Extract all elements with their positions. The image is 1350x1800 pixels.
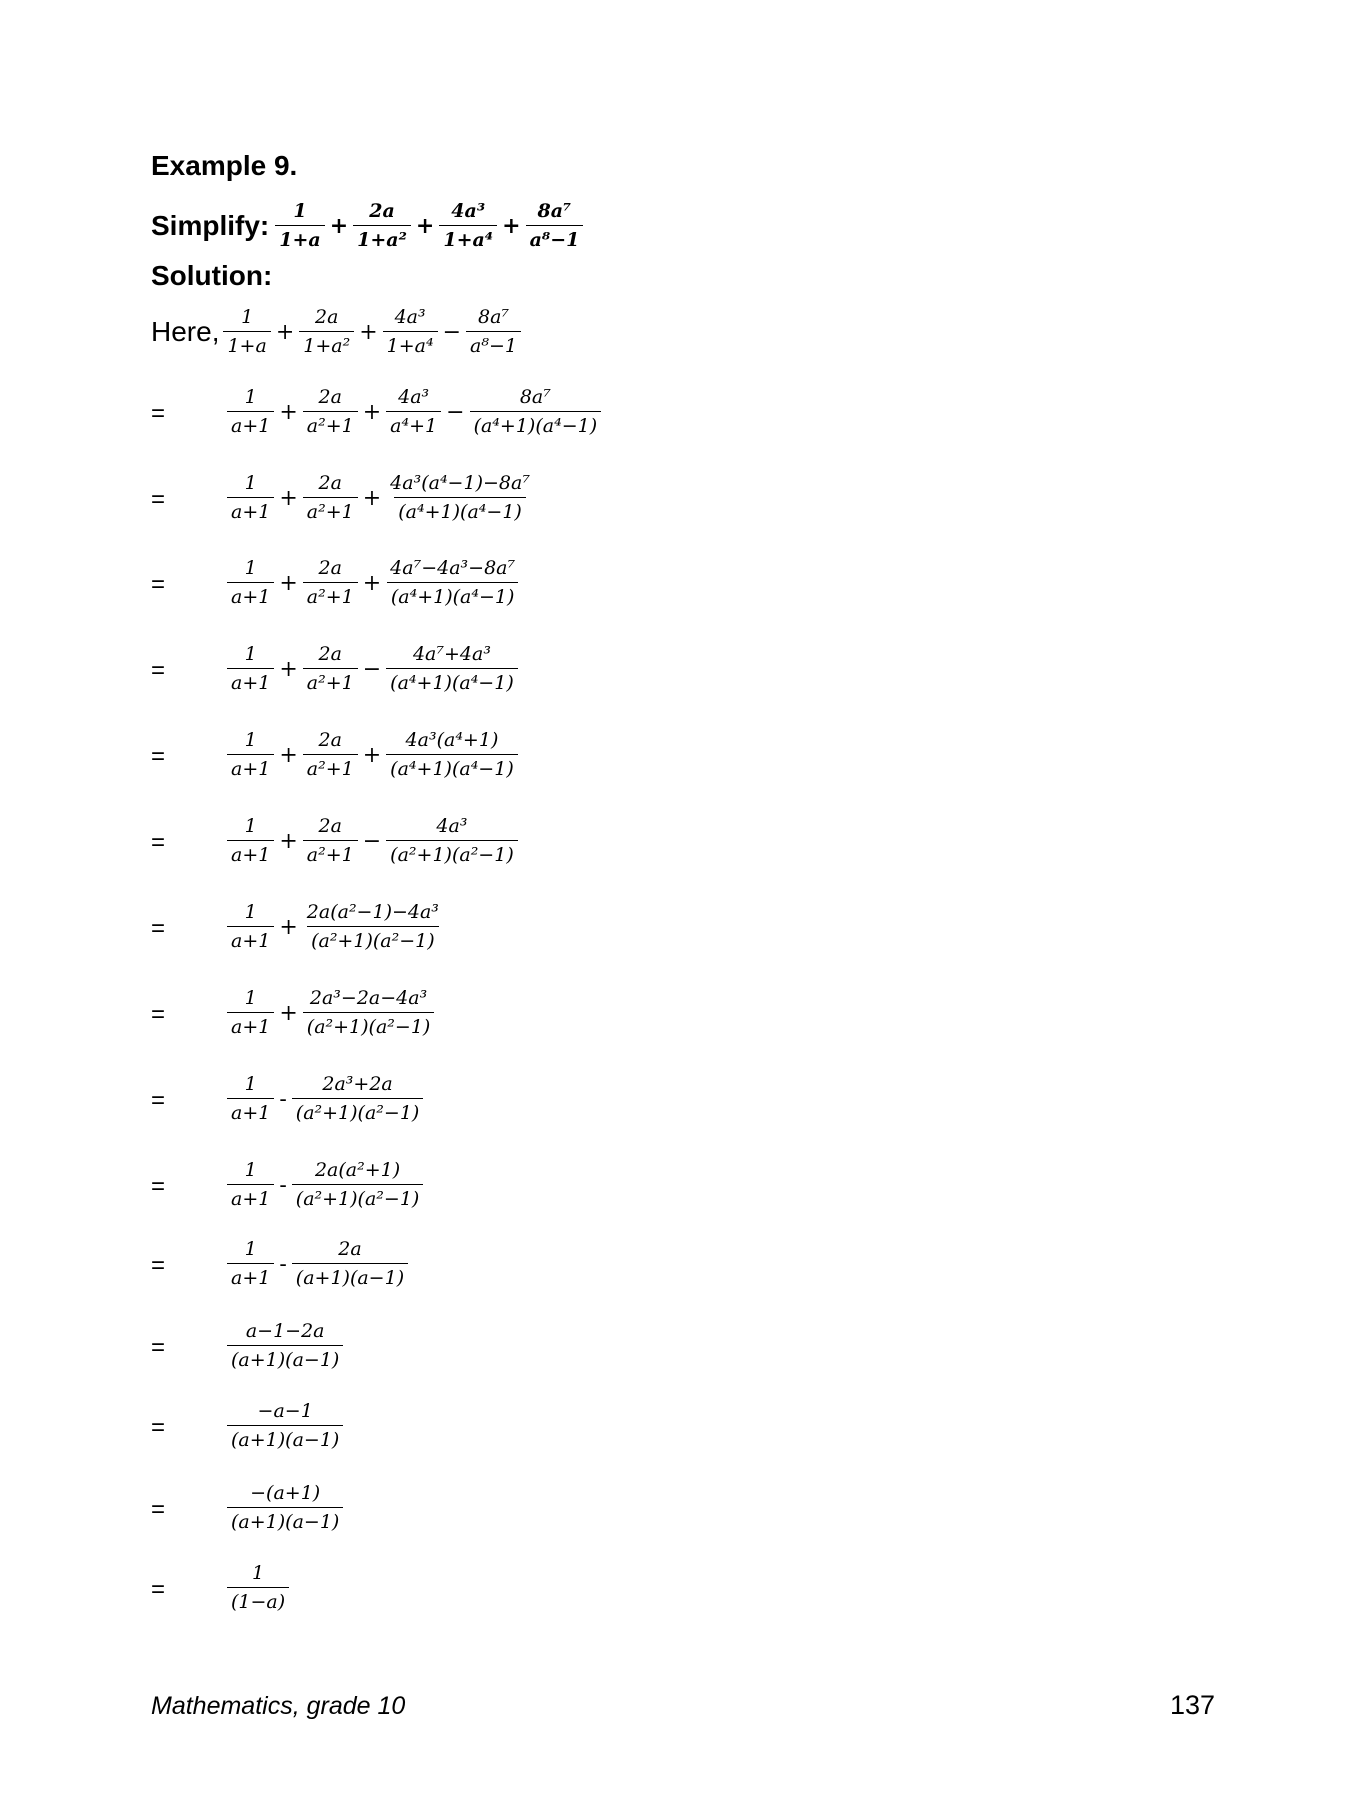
here-expression: [151, 302, 521, 362]
fraction: [303, 645, 358, 693]
denominator: a²+1: [303, 754, 358, 779]
equals-sign: =: [151, 915, 166, 942]
numerator: 4a³(a⁴−1)−8a⁷: [390, 472, 530, 494]
fraction: $\frac{1}{1+a}$: [275, 202, 324, 250]
fraction: [227, 1240, 274, 1288]
operator: +: [362, 570, 382, 596]
denominator: a+1: [227, 1098, 274, 1123]
denominator: (a⁴+1)(a⁴−1): [394, 497, 526, 522]
fraction: $\frac{2a}{\text{1+a²}}$: [299, 308, 354, 356]
step-expression: [227, 468, 534, 528]
denominator: a+1: [227, 1263, 274, 1288]
equals-sign: =: [151, 1173, 166, 1200]
denominator: (a²+1)(a²−1): [303, 1012, 435, 1037]
example-title: Example 9.: [151, 150, 298, 181]
numerator: 1: [244, 472, 257, 494]
solution-step: [151, 983, 851, 1043]
numerator: 2a: [318, 643, 342, 665]
step-expression: [227, 1316, 343, 1376]
operator: +: [279, 399, 298, 425]
operator: +: [362, 485, 382, 511]
fraction: [227, 989, 274, 1037]
solution-step: [151, 1155, 851, 1215]
fraction: [292, 1161, 424, 1209]
fraction: [386, 731, 518, 779]
fraction: [227, 559, 274, 607]
equals-sign: =: [151, 1252, 166, 1279]
denominator: a+1: [227, 582, 274, 607]
denominator: a+1: [227, 497, 274, 522]
fraction: [227, 1402, 343, 1450]
numerator: 2a³−2a−4a³: [309, 987, 428, 1009]
denominator: (a²+1)(a²−1): [292, 1184, 424, 1209]
operator: +: [359, 319, 378, 345]
denominator: (a+1)(a−1): [227, 1507, 343, 1532]
fraction: [227, 1564, 289, 1612]
operator: +: [415, 213, 435, 239]
denominator: (a⁴+1)(a⁴−1): [386, 668, 518, 693]
problem-statement: [151, 196, 583, 256]
denominator: a²+1: [303, 840, 358, 865]
operator: +: [279, 914, 298, 940]
equals-sign: =: [151, 743, 166, 770]
fraction: $\frac{2a}{\text{1+a²}}$: [353, 202, 411, 250]
operator: −: [446, 399, 465, 425]
solution-step: [151, 639, 851, 699]
numerator: 2a: [318, 815, 342, 837]
operator: +: [362, 742, 382, 768]
denominator: a²+1: [303, 411, 358, 436]
operator: +: [279, 570, 298, 596]
numerator: 1: [244, 1238, 257, 1260]
fraction: [227, 1484, 343, 1532]
denominator: a⁴+1: [386, 411, 441, 436]
step-expression: [227, 1069, 423, 1129]
denominator: (a+1)(a−1): [227, 1345, 343, 1370]
fraction: $\frac{\text{4a³}}{\text{1+a⁴}}$: [383, 308, 438, 356]
numerator: 4a³(a⁴+1): [405, 729, 499, 751]
denominator: a²+1: [303, 497, 358, 522]
fraction: $\frac{1}{1+a}$: [223, 308, 270, 356]
numerator: 1: [244, 1073, 257, 1095]
fraction: [303, 559, 358, 607]
solution-step: [151, 1234, 851, 1294]
fraction: [227, 474, 274, 522]
step-expression: [227, 1478, 343, 1538]
solution-step: [151, 382, 851, 442]
denominator: a+1: [227, 668, 274, 693]
equals-sign: =: [151, 1087, 166, 1114]
fraction: $\frac{\text{8a⁷}}{\text{a⁸−1}}$: [526, 202, 584, 250]
solution-step: [151, 468, 851, 528]
denominator: a+1: [227, 1184, 274, 1209]
denominator: a²+1: [303, 668, 358, 693]
equals-sign: =: [151, 1001, 166, 1028]
denominator: (a²+1)(a²−1): [307, 926, 439, 951]
fraction: [303, 731, 358, 779]
operator: −: [362, 828, 382, 854]
numerator: 4a⁷−4a³−8a⁷: [390, 557, 516, 579]
operator: +: [275, 319, 295, 345]
fraction: [227, 645, 274, 693]
equals-sign: =: [151, 829, 166, 856]
equals-sign: =: [151, 1576, 166, 1603]
equals-sign: =: [151, 1496, 166, 1523]
numerator: 1: [244, 1159, 257, 1181]
denominator: a+1: [227, 1012, 274, 1037]
fraction: [386, 559, 519, 607]
operator: +: [329, 213, 349, 239]
operator: +: [279, 828, 298, 854]
solution-step: [151, 1316, 851, 1376]
numerator: 1: [244, 729, 257, 751]
equals-sign: =: [151, 1334, 166, 1361]
numerator: 1: [244, 901, 257, 923]
numerator: 2a: [338, 1238, 362, 1260]
numerator: 2a: [318, 729, 342, 751]
operator: +: [279, 742, 298, 768]
operator: +: [502, 213, 521, 239]
fraction: [386, 817, 518, 865]
denominator: (a²+1)(a²−1): [292, 1098, 424, 1123]
numerator: 2a(a²+1): [314, 1159, 401, 1181]
numerator: 4a³: [398, 386, 430, 408]
numerator: 2a(a²−1)−4a³: [306, 901, 439, 923]
numerator: 2a: [318, 557, 342, 579]
solution-step: [151, 1069, 851, 1129]
numerator: 1: [244, 386, 257, 408]
denominator: (a+1)(a−1): [292, 1263, 408, 1288]
denominator: (1−a): [227, 1587, 289, 1612]
equals-sign: =: [151, 657, 166, 684]
solution-step: [151, 1478, 851, 1538]
denominator: (a⁴+1)(a⁴−1): [470, 411, 602, 436]
numerator: 4a⁷+4a³: [412, 643, 491, 665]
numerator: 4a³: [436, 815, 468, 837]
fraction: [227, 1161, 274, 1209]
fraction: [386, 474, 534, 522]
solution-step: [151, 811, 851, 871]
footer-book-title: Mathematics, grade 10: [151, 1692, 406, 1720]
fraction: [227, 731, 274, 779]
solution-step: [151, 897, 851, 957]
numerator: 1: [252, 1562, 265, 1584]
fraction: $\frac{\text{4a³}}{\text{1+a⁴}}$: [439, 202, 497, 250]
numerator: 1: [244, 987, 257, 1009]
simplify-label: Simplify:: [151, 210, 270, 241]
denominator: (a⁴+1)(a⁴−1): [386, 754, 518, 779]
fraction: [227, 1322, 343, 1370]
step-expression: [227, 1558, 289, 1618]
fraction: [470, 388, 602, 436]
operator: -: [279, 1172, 287, 1198]
denominator: a²+1: [303, 582, 358, 607]
operator: +: [279, 656, 298, 682]
numerator: 2a: [318, 472, 342, 494]
operator: −: [442, 319, 462, 345]
fraction: [227, 903, 274, 951]
step-expression: [227, 1234, 408, 1294]
fraction: [386, 645, 518, 693]
step-expression: [227, 553, 519, 613]
denominator: a+1: [227, 411, 274, 436]
step-expression: [227, 811, 518, 871]
numerator: a−1−2a: [245, 1320, 325, 1342]
fraction: [303, 817, 358, 865]
step-expression: [227, 1155, 423, 1215]
numerator: 1: [244, 815, 257, 837]
fraction: [303, 388, 358, 436]
solution-step: [151, 725, 851, 785]
numerator: 2a³+2a: [322, 1073, 393, 1095]
denominator: (a²+1)(a²−1): [386, 840, 518, 865]
fraction: [227, 1075, 274, 1123]
fraction: $\frac{\text{8a⁷}}{\text{a⁸−1}}$: [466, 308, 521, 356]
solution-step: [151, 1396, 851, 1456]
fraction: [292, 1075, 424, 1123]
solution-label: Solution:: [151, 260, 273, 291]
operator: -: [279, 1251, 287, 1277]
solution-step: [151, 1558, 851, 1618]
numerator: −(a+1): [250, 1482, 321, 1504]
equals-sign: =: [151, 486, 166, 513]
operator: +: [279, 1000, 298, 1026]
step-expression: [227, 1396, 343, 1456]
numerator: −a−1: [257, 1400, 313, 1422]
operator: +: [362, 399, 382, 425]
equals-sign: =: [151, 400, 166, 427]
fraction: [303, 474, 358, 522]
operator: −: [362, 656, 382, 682]
fraction: [386, 388, 441, 436]
denominator: (a+1)(a−1): [227, 1425, 343, 1450]
denominator: a+1: [227, 926, 274, 951]
fraction: [227, 817, 274, 865]
operator: -: [279, 1086, 287, 1112]
denominator: a+1: [227, 840, 274, 865]
step-expression: [227, 725, 518, 785]
equals-sign: =: [151, 571, 166, 598]
page-number: 137: [1169, 1690, 1215, 1720]
operator: +: [279, 485, 298, 511]
equals-sign: =: [151, 1414, 166, 1441]
fraction: [303, 903, 443, 951]
here-label: Here,: [151, 316, 220, 347]
fraction: [292, 1240, 408, 1288]
step-expression: [227, 639, 518, 699]
numerator: 2a: [318, 386, 342, 408]
denominator: a+1: [227, 754, 274, 779]
step-expression: [227, 983, 434, 1043]
denominator: (a⁴+1)(a⁴−1): [387, 582, 519, 607]
numerator: 1: [244, 557, 257, 579]
numerator: 1: [244, 643, 257, 665]
fraction: [303, 989, 435, 1037]
fraction: [227, 388, 274, 436]
solution-step: [151, 553, 851, 613]
step-expression: [227, 382, 601, 442]
numerator: 8a⁷: [519, 386, 551, 408]
step-expression: [227, 897, 443, 957]
